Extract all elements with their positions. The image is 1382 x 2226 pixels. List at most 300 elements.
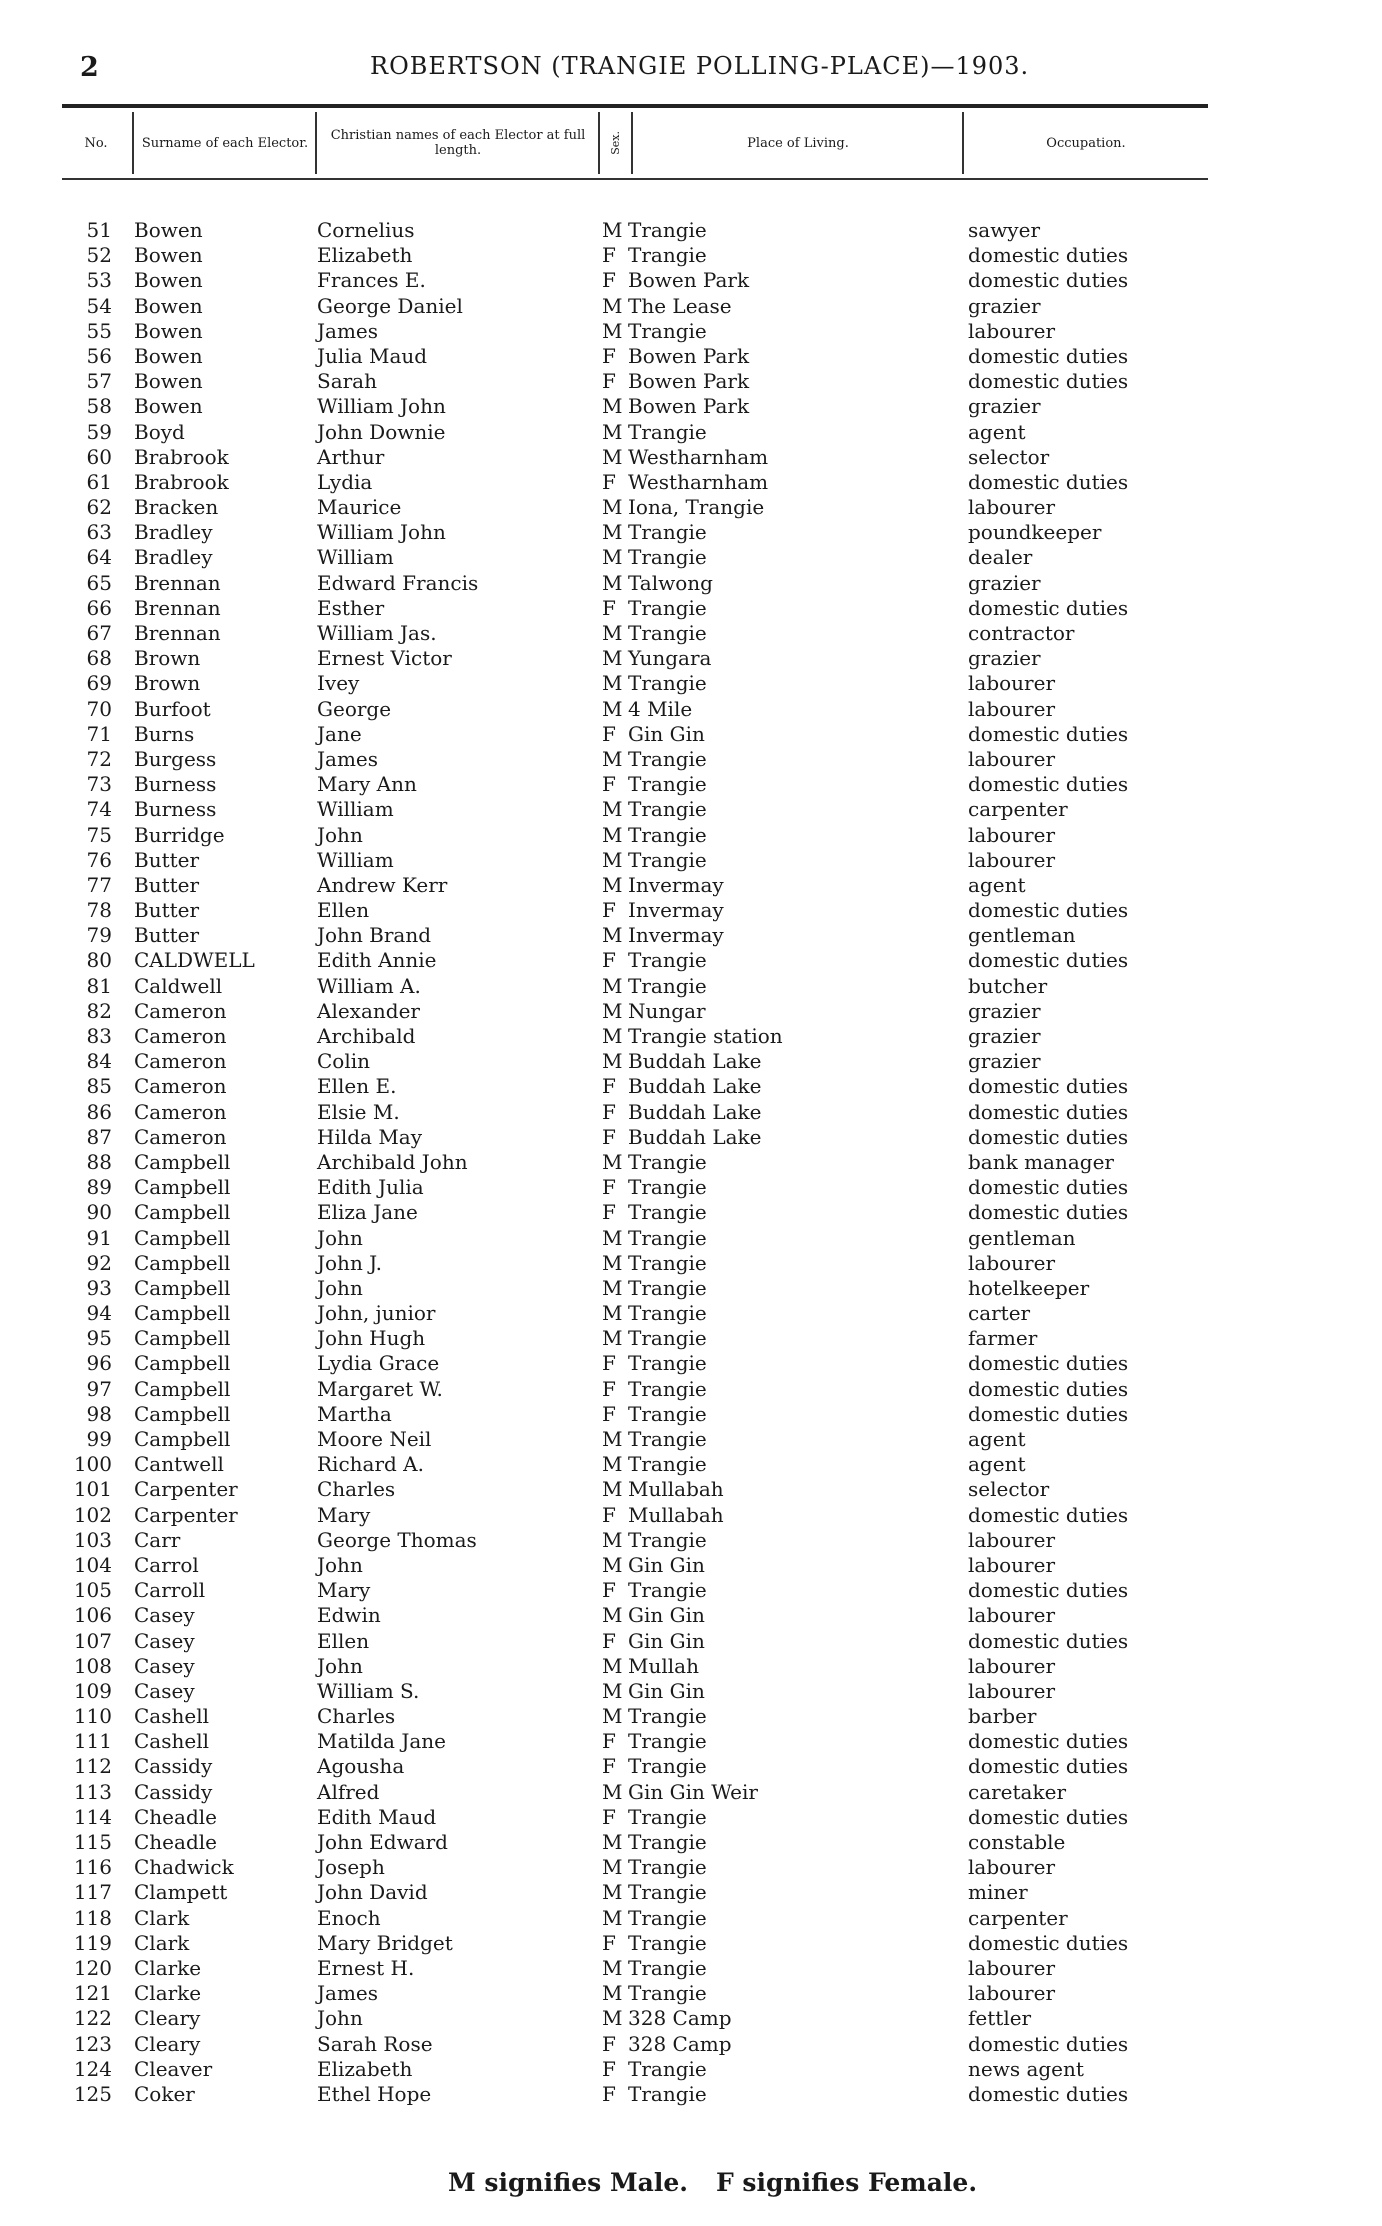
elector-surname: Clark xyxy=(134,1905,190,1930)
elector-sex: M xyxy=(602,545,623,570)
elector-number: 93 xyxy=(86,1275,112,1300)
table-row xyxy=(0,1528,1382,1553)
elector-place: Trangie xyxy=(628,1175,707,1200)
table-row xyxy=(0,1931,1382,1956)
elector-surname: Clarke xyxy=(134,1981,202,2006)
elector-sex: F xyxy=(602,1578,616,1603)
elector-christian-names: Hilda May xyxy=(317,1124,423,1149)
elector-number: 96 xyxy=(86,1351,112,1376)
elector-christian-names: Matilda Jane xyxy=(317,1729,446,1754)
elector-christian-names: Enoch xyxy=(317,1905,381,1930)
table-row xyxy=(0,1503,1382,1528)
elector-surname: Burridge xyxy=(134,822,225,847)
elector-occupation: hotelkeeper xyxy=(968,1275,1090,1300)
elector-place: Buddah Lake xyxy=(628,1049,762,1074)
elector-sex: M xyxy=(602,1704,623,1729)
elector-sex: F xyxy=(602,1401,616,1426)
elector-surname: Cashell xyxy=(134,1704,209,1729)
elector-surname: Carpenter xyxy=(134,1477,238,1502)
elector-christian-names: James xyxy=(317,1981,379,2006)
elector-christian-names: Ernest Victor xyxy=(317,646,452,671)
elector-number: 56 xyxy=(86,343,112,368)
elector-sex: M xyxy=(602,293,623,318)
footer-male: M signifies Male. xyxy=(448,2168,688,2197)
elector-place: Bowen Park xyxy=(628,268,750,293)
elector-surname: Chadwick xyxy=(134,1855,234,1880)
table-row xyxy=(0,369,1382,394)
elector-christian-names: Margaret W. xyxy=(317,1376,443,1401)
elector-christian-names: Edith Maud xyxy=(317,1804,437,1829)
elector-occupation: gentleman xyxy=(968,923,1076,948)
elector-surname: Cameron xyxy=(134,1124,227,1149)
elector-place: Iona, Trangie xyxy=(628,495,765,520)
elector-christian-names: Cornelius xyxy=(317,218,415,242)
table-row xyxy=(0,1553,1382,1578)
elector-occupation: grazier xyxy=(968,570,1041,595)
elector-occupation: barber xyxy=(968,1704,1037,1729)
elector-sex: F xyxy=(602,1754,616,1779)
elector-number: 124 xyxy=(73,2056,112,2081)
header-divider xyxy=(631,112,633,174)
elector-christian-names: Moore Neil xyxy=(317,1427,432,1451)
elector-sex: M xyxy=(602,1955,623,1980)
elector-number: 125 xyxy=(73,2081,112,2106)
elector-occupation: labourer xyxy=(968,746,1056,771)
table-row xyxy=(0,319,1382,344)
elector-sex: F xyxy=(602,2056,616,2081)
elector-place: Trangie xyxy=(628,218,707,242)
elector-number: 105 xyxy=(73,1578,112,1603)
elector-place: 4 Mile xyxy=(628,696,693,721)
elector-occupation: domestic duties xyxy=(968,1754,1129,1779)
elector-place: Gin Gin xyxy=(628,1552,705,1577)
elector-surname: Bradley xyxy=(134,520,213,545)
elector-christian-names: John xyxy=(317,822,363,847)
table-row xyxy=(0,1024,1382,1049)
elector-surname: Caldwell xyxy=(134,973,223,998)
elector-occupation: labourer xyxy=(968,1527,1056,1552)
elector-occupation: carter xyxy=(968,1301,1031,1326)
elector-sex: F xyxy=(602,369,616,394)
elector-surname: Cleaver xyxy=(134,2056,213,2081)
elector-number: 92 xyxy=(86,1250,112,1275)
elector-number: 110 xyxy=(73,1704,112,1729)
table-row xyxy=(0,1100,1382,1125)
elector-place: Invermay xyxy=(628,923,724,948)
elector-place: Trangie xyxy=(628,1326,707,1351)
elector-christian-names: Mary xyxy=(317,1502,371,1527)
elector-occupation: domestic duties xyxy=(968,721,1129,746)
elector-sex: F xyxy=(602,1351,616,1376)
elector-christian-names: Richard A. xyxy=(317,1452,424,1477)
elector-place: Trangie xyxy=(628,545,707,570)
elector-christian-names: James xyxy=(317,746,379,771)
elector-list xyxy=(0,218,1382,2107)
elector-sex: M xyxy=(602,621,623,645)
elector-christian-names: Ethel Hope xyxy=(317,2081,432,2106)
elector-occupation: domestic duties xyxy=(968,2031,1129,2056)
elector-sex: M xyxy=(602,1552,623,1577)
elector-occupation: domestic duties xyxy=(968,1804,1129,1829)
elector-occupation: labourer xyxy=(968,671,1056,696)
elector-surname: Campbell xyxy=(134,1200,231,1225)
elector-number: 123 xyxy=(73,2031,112,2056)
elector-number: 91 xyxy=(86,1225,112,1250)
elector-christian-names: Martha xyxy=(317,1401,392,1426)
elector-number: 73 xyxy=(86,772,112,797)
elector-surname: Bowen xyxy=(134,218,203,242)
elector-surname: Cameron xyxy=(134,1099,227,1124)
table-row xyxy=(0,1074,1382,1099)
elector-sex: F xyxy=(602,1729,616,1754)
elector-sex: M xyxy=(602,1830,623,1854)
elector-sex: F xyxy=(602,268,616,293)
elector-occupation: caretaker xyxy=(968,1779,1066,1804)
elector-sex: M xyxy=(602,394,623,419)
elector-number: 75 xyxy=(86,822,112,847)
elector-place: Invermay xyxy=(628,872,724,897)
elector-christian-names: William xyxy=(317,847,394,872)
elector-place: Trangie xyxy=(628,1930,707,1955)
elector-surname: Campbell xyxy=(134,1376,231,1401)
elector-number: 99 xyxy=(86,1427,112,1451)
elector-number: 97 xyxy=(86,1376,112,1401)
table-row xyxy=(0,671,1382,696)
elector-surname: Clarke xyxy=(134,1955,202,1980)
elector-christian-names: John Hugh xyxy=(317,1326,426,1351)
elector-number: 106 xyxy=(73,1603,112,1628)
elector-sex: M xyxy=(602,1653,623,1678)
table-row xyxy=(0,1452,1382,1477)
elector-surname: Butter xyxy=(134,872,200,897)
elector-sex: F xyxy=(602,2031,616,2056)
elector-occupation: news agent xyxy=(968,2056,1084,2081)
header-sex-cell xyxy=(600,112,630,174)
table-row xyxy=(0,999,1382,1024)
elector-occupation: domestic duties xyxy=(968,343,1129,368)
elector-number: 51 xyxy=(86,218,112,242)
elector-christian-names: Julia Maud xyxy=(317,343,428,368)
elector-place: Invermay xyxy=(628,898,724,923)
elector-sex: M xyxy=(602,696,623,721)
table-row xyxy=(0,2082,1382,2107)
elector-christian-names: Mary Bridget xyxy=(317,1930,453,1955)
elector-occupation: carpenter xyxy=(968,1905,1068,1930)
elector-surname: Butter xyxy=(134,923,200,948)
elector-place: Trangie xyxy=(628,595,707,620)
table-row xyxy=(0,1175,1382,1200)
elector-place: Buddah Lake xyxy=(628,1124,762,1149)
elector-sex: F xyxy=(602,721,616,746)
elector-occupation: agent xyxy=(968,1452,1026,1477)
elector-place: Westharnham xyxy=(628,469,769,494)
elector-number: 76 xyxy=(86,847,112,872)
table-row xyxy=(0,218,1382,243)
elector-christian-names: William S. xyxy=(317,1678,420,1703)
elector-place: Trangie xyxy=(628,1250,707,1275)
elector-number: 101 xyxy=(73,1477,112,1502)
elector-place: Buddah Lake xyxy=(628,1099,762,1124)
elector-surname: Boyd xyxy=(134,419,185,444)
elector-sex: M xyxy=(602,872,623,897)
elector-sex: M xyxy=(602,1880,623,1905)
elector-christian-names: Lydia xyxy=(317,469,373,494)
elector-occupation: domestic duties xyxy=(968,1175,1129,1200)
elector-place: Trangie xyxy=(628,1981,707,2006)
elector-surname: Clampett xyxy=(134,1880,228,1905)
elector-christian-names: Ellen E. xyxy=(317,1074,397,1099)
elector-number: 62 xyxy=(86,495,112,520)
elector-place: Trangie xyxy=(628,746,707,771)
elector-number: 67 xyxy=(86,621,112,645)
elector-occupation: constable xyxy=(968,1830,1066,1854)
elector-christian-names: Esther xyxy=(317,595,385,620)
elector-surname: Bowen xyxy=(134,318,203,343)
elector-place: Mullah xyxy=(628,1653,699,1678)
elector-place: Trangie xyxy=(628,671,707,696)
elector-occupation: labourer xyxy=(968,1552,1056,1577)
elector-surname: Burness xyxy=(134,797,217,822)
elector-christian-names: George Daniel xyxy=(317,293,463,318)
elector-place: Yungara xyxy=(628,646,712,671)
table-row xyxy=(0,1729,1382,1754)
elector-place: Trangie xyxy=(628,1754,707,1779)
elector-occupation: farmer xyxy=(968,1326,1038,1351)
elector-christian-names: Charles xyxy=(317,1477,396,1502)
elector-occupation: contractor xyxy=(968,621,1075,645)
elector-sex: M xyxy=(602,646,623,671)
elector-sex: F xyxy=(602,243,616,268)
elector-sex: M xyxy=(602,973,623,998)
table-row xyxy=(0,1477,1382,1502)
elector-sex: M xyxy=(602,1326,623,1351)
elector-number: 71 xyxy=(86,721,112,746)
elector-place: Trangie xyxy=(628,1804,707,1829)
table-row xyxy=(0,646,1382,671)
elector-surname: Casey xyxy=(134,1678,195,1703)
elector-place: Trangie xyxy=(628,1855,707,1880)
elector-christian-names: John xyxy=(317,1653,363,1678)
elector-number: 61 xyxy=(86,469,112,494)
elector-occupation: domestic duties xyxy=(968,948,1129,973)
elector-number: 70 xyxy=(86,696,112,721)
elector-place: Trangie xyxy=(628,1880,707,1905)
elector-occupation: labourer xyxy=(968,1603,1056,1628)
table-row xyxy=(0,1251,1382,1276)
elector-occupation: domestic duties xyxy=(968,772,1129,797)
table-row xyxy=(0,1603,1382,1628)
elector-number: 102 xyxy=(73,1502,112,1527)
elector-occupation: labourer xyxy=(968,1678,1056,1703)
elector-number: 79 xyxy=(86,923,112,948)
elector-place: Trangie xyxy=(628,1275,707,1300)
elector-sex: M xyxy=(602,1981,623,2006)
elector-surname: Cheadle xyxy=(134,1804,217,1829)
elector-number: 121 xyxy=(73,1981,112,2006)
elector-occupation: agent xyxy=(968,419,1026,444)
elector-place: Trangie xyxy=(628,797,707,822)
elector-christian-names: Eliza Jane xyxy=(317,1200,418,1225)
table-row xyxy=(0,1402,1382,1427)
elector-occupation: domestic duties xyxy=(968,1124,1129,1149)
table-row xyxy=(0,1226,1382,1251)
elector-surname: Bracken xyxy=(134,495,219,520)
elector-occupation: labourer xyxy=(968,1653,1056,1678)
elector-place: Trangie xyxy=(628,1527,707,1552)
elector-christian-names: Lydia Grace xyxy=(317,1351,440,1376)
elector-sex: M xyxy=(602,1905,623,1930)
elector-occupation: poundkeeper xyxy=(968,520,1102,545)
elector-sex: M xyxy=(602,1301,623,1326)
elector-number: 117 xyxy=(73,1880,112,1905)
elector-christian-names: William xyxy=(317,545,394,570)
elector-place: Gin Gin xyxy=(628,1678,705,1703)
table-row xyxy=(0,747,1382,772)
elector-place: Trangie xyxy=(628,1376,707,1401)
elector-surname: Brennan xyxy=(134,621,221,645)
elector-surname: Clark xyxy=(134,1930,190,1955)
elector-sex: M xyxy=(602,1149,623,1174)
elector-surname: Campbell xyxy=(134,1301,231,1326)
elector-place: Bowen Park xyxy=(628,343,750,368)
elector-occupation: carpenter xyxy=(968,797,1068,822)
elector-surname: Cassidy xyxy=(134,1754,213,1779)
page-number: 2 xyxy=(80,52,99,83)
elector-occupation: labourer xyxy=(968,1855,1056,1880)
elector-sex: F xyxy=(602,1074,616,1099)
elector-place: Trangie xyxy=(628,772,707,797)
elector-sex: M xyxy=(602,1225,623,1250)
elector-christian-names: George Thomas xyxy=(317,1527,477,1552)
elector-number: 86 xyxy=(86,1099,112,1124)
elector-sex: F xyxy=(602,898,616,923)
table-row xyxy=(0,1704,1382,1729)
elector-number: 52 xyxy=(86,243,112,268)
table-row xyxy=(0,948,1382,973)
elector-surname: Campbell xyxy=(134,1275,231,1300)
elector-surname: Coker xyxy=(134,2081,195,2106)
elector-number: 116 xyxy=(73,1855,112,1880)
elector-surname: Brabrook xyxy=(134,444,229,469)
elector-surname: Cameron xyxy=(134,1024,227,1048)
header-sex: Sex. xyxy=(608,131,622,155)
table-row xyxy=(0,1805,1382,1830)
elector-christian-names: Frances E. xyxy=(317,268,426,293)
elector-surname: Campbell xyxy=(134,1175,231,1200)
elector-surname: Bowen xyxy=(134,369,203,394)
elector-occupation: domestic duties xyxy=(968,469,1129,494)
elector-place: 328 Camp xyxy=(628,2006,732,2031)
table-row xyxy=(0,268,1382,293)
elector-surname: Cameron xyxy=(134,998,227,1023)
elector-surname: Bowen xyxy=(134,268,203,293)
elector-occupation: labourer xyxy=(968,1981,1056,2006)
table-row xyxy=(0,1679,1382,1704)
elector-place: 328 Camp xyxy=(628,2031,732,2056)
table-row xyxy=(0,1301,1382,1326)
elector-occupation: domestic duties xyxy=(968,1628,1129,1653)
elector-place: Trangie xyxy=(628,948,707,973)
elector-sex: M xyxy=(602,520,623,545)
elector-occupation: domestic duties xyxy=(968,1099,1129,1124)
header-divider xyxy=(132,112,134,174)
elector-place: Trangie xyxy=(628,419,707,444)
elector-occupation: domestic duties xyxy=(968,2081,1129,2106)
elector-surname: Campbell xyxy=(134,1326,231,1351)
elector-number: 122 xyxy=(73,2006,112,2031)
table-row xyxy=(0,797,1382,822)
elector-christian-names: Archibald John xyxy=(317,1149,468,1174)
elector-christian-names: William A. xyxy=(317,973,421,998)
header-bottom-rule xyxy=(62,178,1208,180)
elector-number: 78 xyxy=(86,898,112,923)
elector-christian-names: Mary Ann xyxy=(317,772,417,797)
header-no: No. xyxy=(84,135,108,151)
elector-surname: Bowen xyxy=(134,394,203,419)
elector-place: Gin Gin xyxy=(628,1603,705,1628)
elector-occupation: selector xyxy=(968,1477,1050,1502)
header-surname: Surname of each Elector. xyxy=(141,135,309,151)
elector-occupation: labourer xyxy=(968,1955,1056,1980)
elector-christian-names: Edwin xyxy=(317,1603,381,1628)
elector-place: Trangie xyxy=(628,1301,707,1326)
table-row xyxy=(0,1855,1382,1880)
elector-sex: M xyxy=(602,998,623,1023)
elector-occupation: grazier xyxy=(968,1049,1041,1074)
elector-place: Trangie station xyxy=(628,1024,783,1048)
elector-occupation: domestic duties xyxy=(968,898,1129,923)
elector-sex: M xyxy=(602,218,623,242)
elector-sex: M xyxy=(602,1779,623,1804)
elector-surname: Campbell xyxy=(134,1250,231,1275)
elector-sex: M xyxy=(602,318,623,343)
elector-occupation: miner xyxy=(968,1880,1028,1905)
elector-surname: Brown xyxy=(134,646,201,671)
table-row xyxy=(0,1125,1382,1150)
elector-christian-names: John David xyxy=(317,1880,428,1905)
elector-surname: Cantwell xyxy=(134,1452,224,1477)
table-row xyxy=(0,974,1382,999)
table-row xyxy=(0,898,1382,923)
table-row xyxy=(0,1981,1382,2006)
elector-number: 113 xyxy=(73,1779,112,1804)
table-row xyxy=(0,1351,1382,1376)
elector-number: 94 xyxy=(86,1301,112,1326)
elector-number: 74 xyxy=(86,797,112,822)
elector-number: 64 xyxy=(86,545,112,570)
elector-occupation: domestic duties xyxy=(968,1351,1129,1376)
elector-occupation: domestic duties xyxy=(968,1578,1129,1603)
elector-number: 107 xyxy=(73,1628,112,1653)
elector-number: 100 xyxy=(73,1452,112,1477)
elector-place: Trangie xyxy=(628,1905,707,1930)
elector-number: 114 xyxy=(73,1804,112,1829)
elector-sex: M xyxy=(602,746,623,771)
elector-place: Trangie xyxy=(628,822,707,847)
elector-sex: M xyxy=(602,671,623,696)
elector-occupation: agent xyxy=(968,872,1026,897)
elector-surname: Campbell xyxy=(134,1427,231,1451)
elector-occupation: labourer xyxy=(968,696,1056,721)
table-row xyxy=(0,621,1382,646)
elector-occupation: domestic duties xyxy=(968,1376,1129,1401)
header-place: Place of Living. xyxy=(747,135,849,151)
elector-surname: Campbell xyxy=(134,1225,231,1250)
elector-place: Bowen Park xyxy=(628,369,750,394)
elector-christian-names: Sarah xyxy=(317,369,377,394)
elector-christian-names: Agousha xyxy=(317,1754,405,1779)
elector-surname: Brown xyxy=(134,671,201,696)
